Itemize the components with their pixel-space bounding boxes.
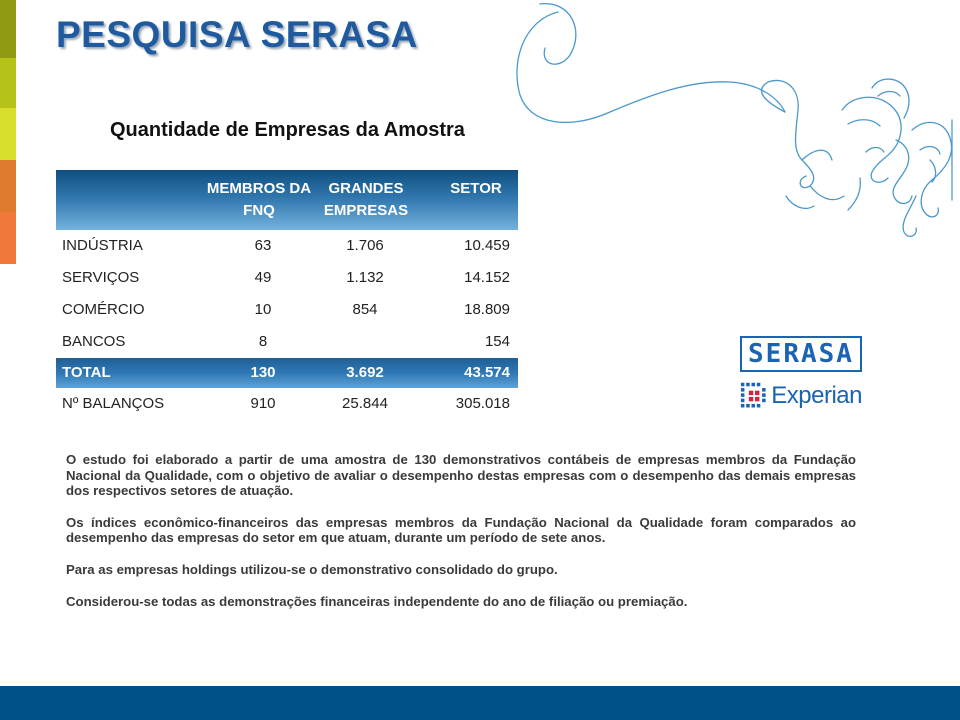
face-sketch-illustration bbox=[500, 0, 960, 260]
paragraph: Os índices econômico-financeiros das empresas membros da Fundação Nacional da Qualidade foram comparados ao desempenho das empresas do setor em que atuam, durante um período de sete anos. bbox=[66, 514, 856, 546]
cell-grandes: 25.844 bbox=[342, 395, 388, 412]
cell-setor: 305.018 bbox=[455, 395, 510, 412]
serasa-wordmark: SERASA bbox=[740, 336, 862, 372]
row-label: BANCOS bbox=[62, 333, 126, 350]
accent-stripe-2 bbox=[0, 58, 16, 108]
experian-wordmark: Experian bbox=[740, 380, 862, 412]
cell-setor: 10.459 bbox=[464, 237, 510, 254]
cell-grandes: 1.132 bbox=[346, 269, 384, 286]
cell-fnq: 49 bbox=[254, 269, 272, 286]
paragraph: Para as empresas holdings utilizou-se o demonstrativo consolidado do grupo. bbox=[66, 561, 558, 577]
experian-dots-icon bbox=[740, 380, 768, 412]
cell-fnq: 63 bbox=[254, 237, 272, 254]
table-row bbox=[56, 388, 518, 420]
accent-stripe-3 bbox=[0, 108, 16, 160]
cell-fnq: 8 bbox=[258, 333, 268, 350]
sample-table bbox=[56, 170, 518, 420]
table-row bbox=[56, 294, 518, 326]
cell-fnq: 910 bbox=[250, 395, 276, 412]
table-row bbox=[56, 326, 518, 358]
row-label: INDÚSTRIA bbox=[62, 237, 143, 254]
cell-setor: 154 bbox=[484, 333, 510, 350]
cell-grandes: 3.692 bbox=[346, 364, 384, 381]
cell-setor: 43.574 bbox=[464, 364, 510, 381]
paragraph: O estudo foi elaborado a partir de uma amostra de 130 demonstrativos contábeis de empresas membros da Fundação Nacional da Qualidade, com o objetivo de avaliar o desempenho destas empresas com o desempenho das demais empresas dos respectivos setores de atuação. bbox=[66, 452, 856, 499]
table-title: Quantidade de Empresas da Amostra bbox=[110, 119, 465, 141]
header-grandes-empresas: GRANDES EMPRESAS bbox=[323, 180, 409, 219]
row-label: SERVIÇOS bbox=[62, 269, 140, 286]
table-row bbox=[56, 262, 518, 294]
cell-grandes: 854 bbox=[352, 301, 378, 318]
header-setor: SETOR bbox=[450, 180, 502, 197]
table-header-row bbox=[56, 170, 518, 230]
accent-stripe-5 bbox=[0, 212, 16, 264]
table-total-row bbox=[56, 358, 518, 388]
cell-setor: 14.152 bbox=[464, 269, 510, 286]
table-row bbox=[56, 230, 518, 262]
page-title: PESQUISA SERASA bbox=[56, 14, 418, 55]
header-membros-fnq: MEMBROS DA FNQ bbox=[206, 180, 312, 219]
serasa-experian-logo bbox=[740, 336, 862, 412]
cell-setor: 18.809 bbox=[464, 301, 510, 318]
footer-bar bbox=[0, 686, 960, 720]
cell-grandes: 1.706 bbox=[346, 237, 384, 254]
cell-fnq: 10 bbox=[254, 301, 272, 318]
row-label: Nº BALANÇOS bbox=[62, 395, 165, 412]
row-label: COMÉRCIO bbox=[62, 301, 145, 318]
description-text bbox=[66, 452, 856, 609]
accent-stripe-1 bbox=[0, 0, 16, 58]
row-label: TOTAL bbox=[62, 364, 111, 381]
accent-stripe-4 bbox=[0, 160, 16, 212]
paragraph: Considerou-se todas as demonstrações financeiras independente do ano de filiação ou premiação. bbox=[66, 593, 688, 609]
cell-fnq: 130 bbox=[250, 364, 276, 381]
